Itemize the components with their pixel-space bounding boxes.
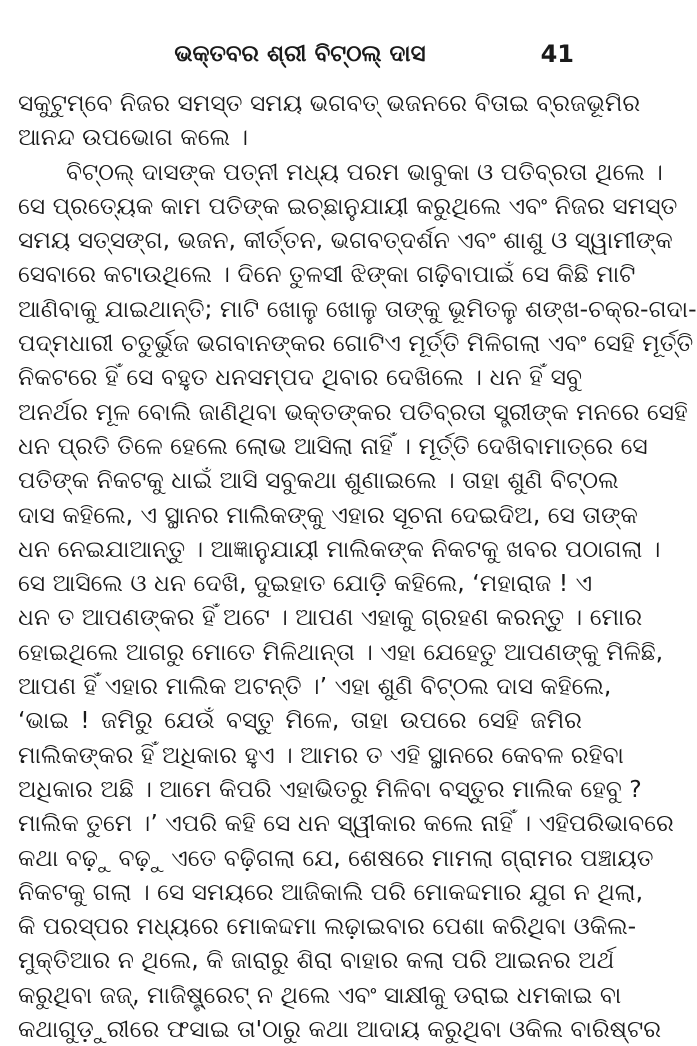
text-line: ସମୟ ସତ୍‌ସଙ୍ଗ, ଭଜନ, କୀର୍ତ୍ତନ, ଭଗବତ୍‌ଦର୍ଶନ ଏବଂ ଶାଶୁ ଓ ସ୍ୱାମୀଙ୍କ (18, 226, 673, 255)
text-line: ସେ ପ୍ରତ୍ୟେକ କାମ ପତିଙ୍କ ଇଚ୍ଛାନୁଯାୟୀ କରୁଥିଲେ ଏବଂ ନିଜର ସମସ୍ତ (18, 191, 678, 220)
text-line: ସକୁଟୁମ୍ବେ ନିଜର ସମସ୍ତ ସମୟ ଭଗବତ୍ ଭଜନରେ ବିତାଇ ବ୍ରଜଭୂମିର (18, 89, 641, 117)
text-line: ନିକଟରେ ହିଁ ସେ ବହୁତ ଧନସମ୍ପଦ ଥିବାର ଦେଖିଲେ । ଧନ ହିଁ ସବୁ (18, 363, 582, 392)
text-line: କଥା ବଢ଼ୁ ବଢ଼ୁ ଏତେ ବଢ଼ିଗଲା ଯେ, ଶେଷରେ ମାମଲା ଗ୍ରାମର ପଞ୍ଚାୟତ (18, 843, 654, 872)
page-number: 41 (540, 40, 574, 68)
text-line: ହୋଇଥିଲେ ଆଗରୁ ମୋତେ ମିଳିଥାନ୍ତା । ଏହା ଯେହେତୁ ଆପଣଙ୍କୁ ମିଳିଛି, (18, 637, 664, 666)
text-line: ଅନର୍ଥର ମୂଳ ବୋଲି ଜାଣିଥିବା ଭକ୍ତଙ୍କର ପତିବ୍ରତା ସ୍ତ୍ରୀଙ୍କ ମନରେ ସେହି (18, 397, 688, 426)
text-line: କି ପରସ୍ପର ମଧ୍ୟରେ ମୋକଦ୍ଦମା ଲଢ଼ାଇବାର ପେଶା କରିଥିବା ଓକିଲ- (18, 912, 637, 941)
running-header (18, 34, 582, 74)
text-line: ପତିଙ୍କ ନିକଟକୁ ଧାଇଁ ଆସି ସବୁକଥା ଶୁଣାଇଲେ । ତାହା ଶୁଣି ବିଟ୍‌ଠଲ (18, 466, 619, 495)
text-line: ସେ ଆସିଲେ ଓ ଧନ ଦେଖି, ଦୁଇହାତ ଯୋଡ଼ି କହିଲେ, ‘ମହାରାଜ ! ଏ (18, 569, 593, 598)
text-line: କରୁଥିବା ଜଜ୍, ମାଜିଷ୍ଟ୍ରେଟ୍ ନ ଥିଲେ ଏବଂ ସାକ୍ଷୀକୁ ଡରାଇ ଧମକାଇ ବା (18, 980, 622, 1009)
text-line: ଧନ ତ ଆପଣଙ୍କର ହିଁ ଅଟେ । ଆପଣ ଏହାକୁ ଗ୍ରହଣ କରନ୍ତୁ । ମୋର (18, 603, 643, 632)
text-line: ମାଲିକଙ୍କର ହିଁ ଅଧିକାର ହୁଏ । ଆମର ତ ଏହି ସ୍ଥାନରେ କେବଳ ରହିବା (18, 740, 624, 769)
text-line: ପଦ୍ମଧାରୀ ଚତୁର୍ଭୁଜ ଭଗବାନଙ୍କର ଗୋଟିଏ ମୂର୍ତ୍ତି ମିଳିଗଲା ଏବଂ ସେହି ମୂର୍ତ୍ତି (18, 329, 694, 358)
text-line: ଅଧିକାର ଅଛି । ଆମେ କିପରି ଏହାଭିତରୁ ମିଳିବା ବସ୍ତୁର ମାଲିକ ହେବୁ ? (18, 774, 642, 803)
text-line: ଦାସ କହିଲେ, ଏ ସ୍ଥାନର ମାଲିକଙ୍କୁ ଏହାର ସୂଚନା ଦେଇଦିଅ, ସେ ତାଙ୍କ (18, 500, 638, 529)
text-line: ଆନନ୍ଦ ଉପଭୋଗ କଲେ । (18, 123, 249, 152)
text-line: ବିଟ୍‌ଠଲ୍ ଦାସଙ୍କ ପତ୍ନୀ ମଧ୍ୟ ପରମ ଭାବୁକା ଓ ପତିବ୍ରତା ଥିଲେ । (66, 157, 663, 186)
running-title: ଭକ୍ତବର ଶ୍ରୀ ବିଟ୍‌ଠଲ୍ ଦାସ (174, 41, 426, 67)
text-line: ‘ଭାଇ ! ଜମିରୁ ଯେଉଁ ବସ୍ତୁ ମିଳେ, ତାହା ଉପରେ ସେହି ଜମିର (18, 706, 582, 735)
text-line: ମୁକ୍ତିଆର ନ ଥିଲେ, କି ଜାରାରୁ ଶିରା ବାହାର କଲା ପରି ଆଇନର ଅର୍ଥ (18, 946, 615, 975)
text-line: ଆପଣ ହିଁ ଏହାର ମାଲିକ ଅଟନ୍ତି ।’ ଏହା ଶୁଣି ବିଟ୍‌ଠଲ ଦାସ କହିଲେ, (18, 672, 612, 701)
text-line: କଥାଗୁଡ଼ୁରୀରେ ଫସାଇ ତା'ଠାରୁ କଥା ଆଦାୟ କରୁଥିବା ଓକିଲ ବାରିଷ୍ଟର (18, 1015, 662, 1044)
text-line: ମାଲିକ ତୁମେ ।’ ଏପରି କହି ସେ ଧନ ସ୍ୱୀକାର କଲେ ନାହିଁ । ଏହିପରିଭାବରେ (18, 809, 674, 838)
text-line: ଧନ ପ୍ରତି ତିଳେ ହେଲେ ଲୋଭ ଆସିଲା ନାହିଁ । ମୂର୍ତ୍ତି ଦେଖିବାମାତ୍ରେ ସେ (18, 431, 648, 460)
text-line: ନିକଟକୁ ଗଲା । ସେ ସମୟରେ ଆଜିକାଲି ପରି ମୋକଦ୍ଦମାର ଯୁଗ ନ ଥିଲା, (18, 877, 644, 906)
text-line: ସେବାରେ କଟାଉଥିଲେ । ଦିନେ ତୁଳସୀ ଝିଙ୍କା ଗଢ଼ିବାପାଇଁ ସେ କିଛି ମାଟି (18, 260, 636, 289)
text-line: ଧନ ନେଇଯାଆନ୍ତୁ । ଆଜ୍ଞାନୁଯାୟୀ ମାଲିକଙ୍କ ନିକଟକୁ ଖବର ପଠାଗଲା । (18, 534, 661, 563)
text-line: ଆଣିବାକୁ ଯାଇଥାନ୍ତି; ମାଟି ଖୋଳୁ ଖୋଳୁ ତାଙ୍କୁ ଭୂମିତଳୁ ଶଙ୍ଖ-ଚକ୍ର-ଗଦା- (18, 294, 697, 323)
body-text (18, 86, 697, 1046)
